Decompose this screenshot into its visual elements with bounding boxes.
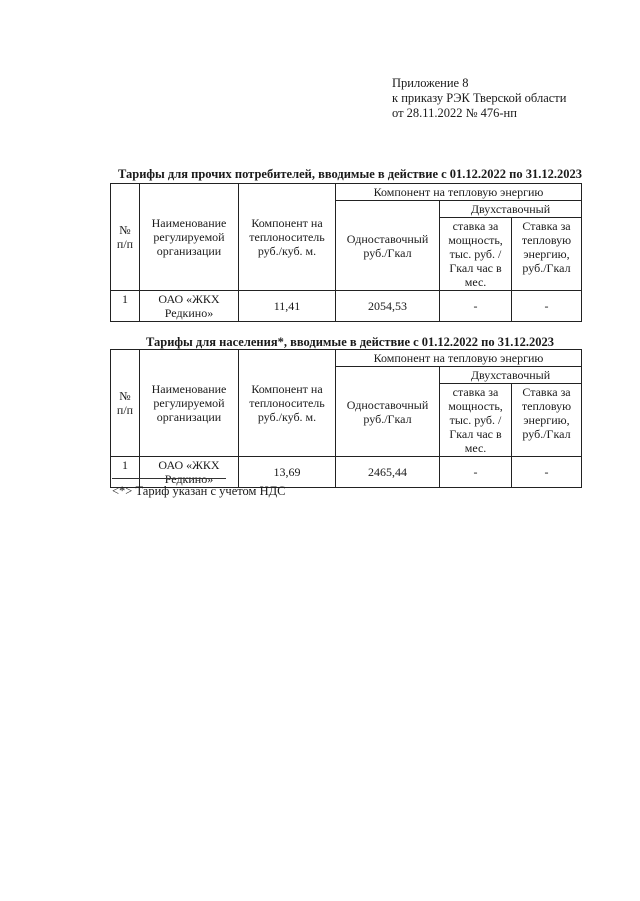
cell-carrier: 11,41 — [239, 291, 336, 322]
table-1-title: Тарифы для прочих потребителей, вводимые в действие с 01.12.2022 по 31.12.2023 — [117, 167, 583, 181]
cell-carrier: 13,69 — [239, 457, 336, 488]
footnote: <*> Тариф указан с учетом НДС — [112, 484, 286, 498]
cell-num: 1 — [111, 291, 140, 322]
header-capacity-rate: ставка за мощность, тыс. руб. /Гкал час в мес. — [440, 384, 512, 457]
cell-org: ОАО «ЖКХ Редкино» — [140, 457, 239, 488]
table-2-title: Тарифы для населения*, вводимые в действие с 01.12.2022 по 31.12.2023 — [145, 335, 555, 349]
header-single-rate: Одноставочный руб./Гкал — [336, 201, 440, 291]
cell-capacity: - — [440, 457, 512, 488]
cell-single: 2465,44 — [336, 457, 440, 488]
header-num: № п/п — [111, 350, 140, 457]
header-two-rate: Двухставочный — [440, 367, 582, 384]
cell-single: 2054,53 — [336, 291, 440, 322]
header-energy-rate: Ставка за тепловую энергию, руб./Гкал — [512, 384, 582, 457]
header-num: № п/п — [111, 184, 140, 291]
header-two-rate: Двухставочный — [440, 201, 582, 218]
cell-energy: - — [512, 457, 582, 488]
header-org: Наименование регулируемой организации — [140, 184, 239, 291]
header-org: Наименование регулируемой организации — [140, 350, 239, 457]
tariff-table-population — [110, 349, 582, 488]
header-heat-component: Компонент на тепловую энергию — [336, 184, 582, 201]
appendix-header — [392, 76, 566, 121]
appendix-number: Приложение 8 — [392, 76, 469, 90]
table-header-row — [111, 350, 582, 367]
header-heat-component: Компонент на тепловую энергию — [336, 350, 582, 367]
table-row — [111, 291, 582, 322]
header-capacity-rate: ставка за мощность, тыс. руб. /Гкал час в мес. — [440, 218, 512, 291]
header-carrier: Компонент на теплоноситель руб./куб. м. — [239, 184, 336, 291]
cell-num: 1 — [111, 457, 140, 488]
footnote-divider — [112, 478, 226, 479]
cell-energy: - — [512, 291, 582, 322]
appendix-order: к приказу РЭК Тверской области — [392, 91, 567, 105]
appendix-date: от 28.11.2022 № 476-нп — [392, 106, 517, 120]
cell-capacity: - — [440, 291, 512, 322]
header-carrier: Компонент на теплоноситель руб./куб. м. — [239, 350, 336, 457]
cell-org: ОАО «ЖКХ Редкино» — [140, 291, 239, 322]
header-energy-rate: Ставка за тепловую энергию, руб./Гкал — [512, 218, 582, 291]
table-header-row — [111, 184, 582, 201]
header-single-rate: Одноставочный руб./Гкал — [336, 367, 440, 457]
tariff-table-other-consumers — [110, 183, 582, 322]
table-row — [111, 457, 582, 488]
